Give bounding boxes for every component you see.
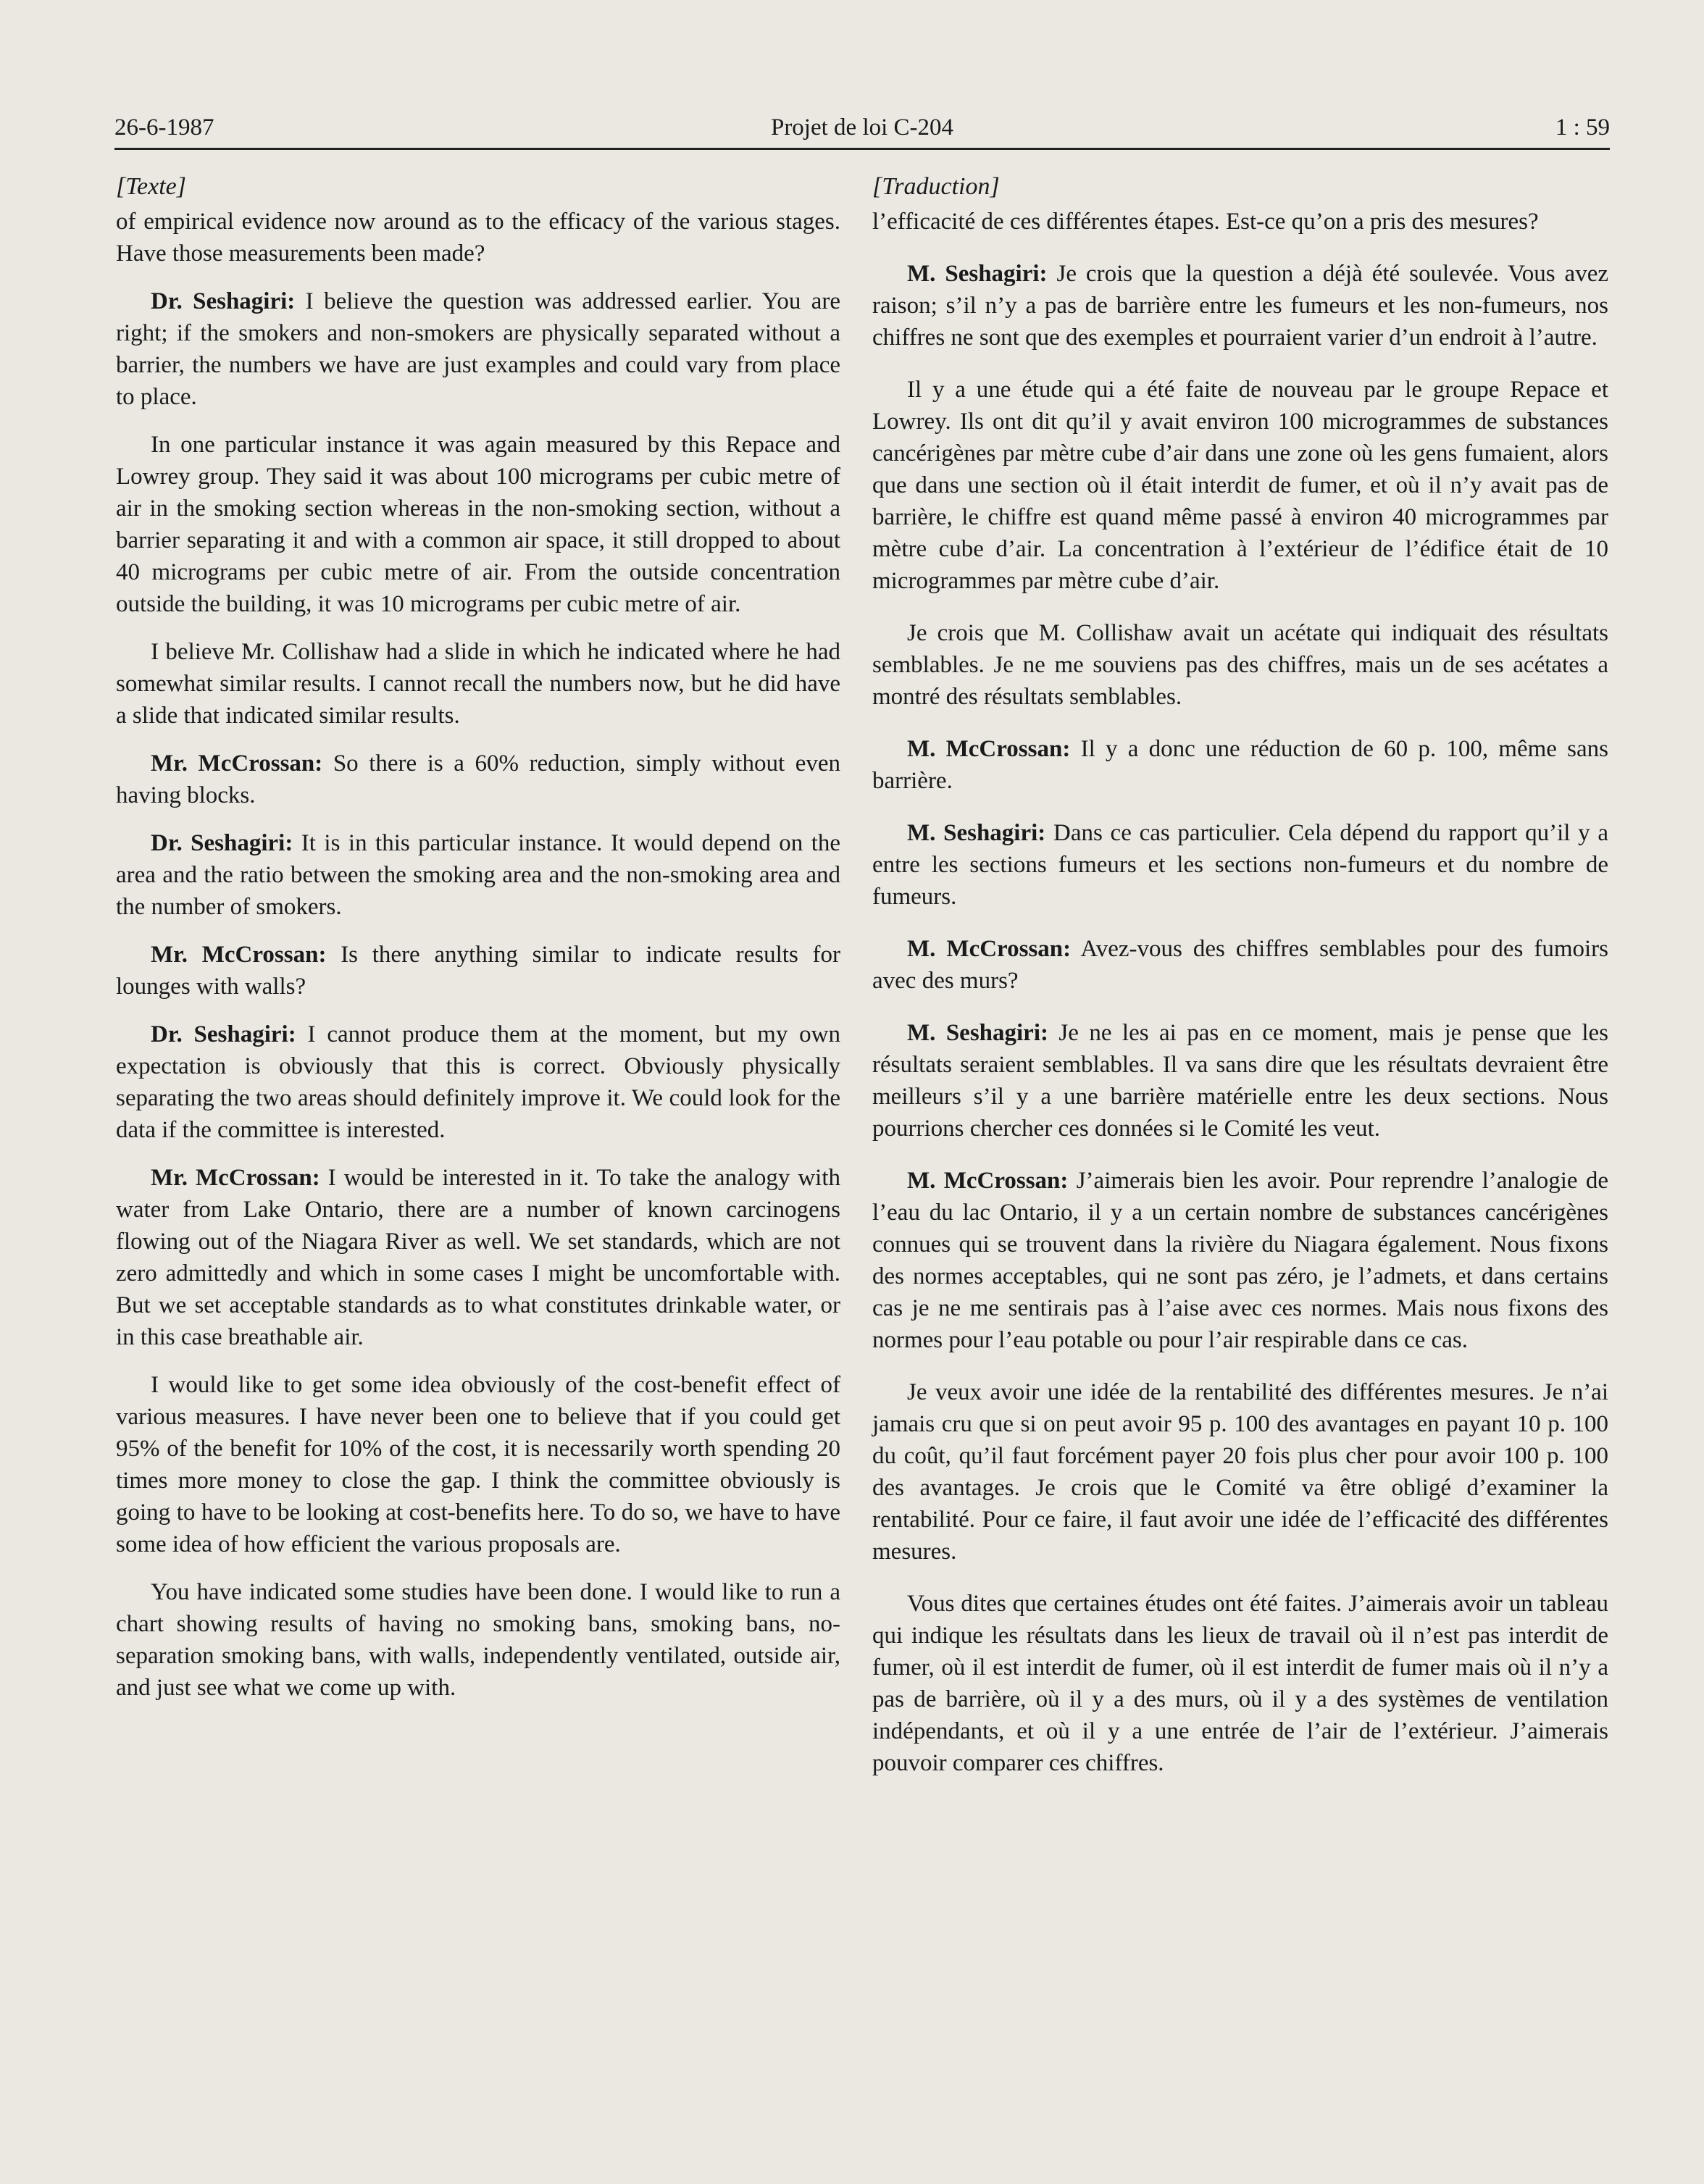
speaker-name: M. Seshagiri: bbox=[907, 261, 1048, 287]
paragraph-text: You have indicated some studies have been done. I would like to run a chart showing results of having no smoking bans, smoking bans, no-separation smoking bans, with walls, independently ventilated, outside air, and just see what we come up with. bbox=[116, 1579, 840, 1701]
paragraph bbox=[116, 285, 840, 413]
column-label-texte: [Texte] bbox=[116, 173, 186, 200]
paragraph-text: Dans ce cas particulier. Cela dépend du rapport qu’il y a entre les sections fumeurs et les sections non-fumeurs et du nombre de fumeurs. bbox=[872, 820, 1608, 910]
paragraph bbox=[872, 733, 1608, 797]
paragraph-text: I cannot produce them at the moment, but my own expectation is obviously that this is correct. Obviously physically separating the two areas should definitely improve it. We could look for the data if the committee is interested. bbox=[116, 1021, 841, 1143]
header-date: 26-6-1987 bbox=[114, 114, 214, 141]
speaker-name: M. McCrossan: bbox=[907, 936, 1072, 962]
paragraph bbox=[116, 939, 840, 1003]
paragraph bbox=[116, 636, 840, 732]
paragraph-text: l’efficacité de ces différentes étapes. Est-ce qu’on a pris des mesures? bbox=[872, 209, 1539, 235]
speaker-name: Mr. McCrossan: bbox=[151, 750, 323, 777]
column-label-traduction: [Traduction] bbox=[872, 173, 1000, 200]
paragraph bbox=[116, 429, 840, 620]
paragraph-text: I would be interested in it. To take the analogy with water from Lake Ontario, there are a number of known carcinogens flowing out of the Niagara River as well. We set standards, which are not zero admittedly and which in some cases I might be uncomfortable with. But we set acceptable standards as to what constitutes drinkable water, or in this case breathable air. bbox=[116, 1165, 840, 1350]
paragraph-text: It is in this particular instance. It would depend on the area and the ratio between the smoking area and the non-smoking area and the number of smokers. bbox=[116, 830, 841, 920]
paragraph bbox=[116, 1369, 840, 1560]
paragraph-text: I believe Mr. Collishaw had a slide in which he indicated where he had somewhat similar results. I cannot recall the numbers now, but he did have a slide that indicated similar results. bbox=[116, 639, 840, 729]
paragraph-text: In one particular instance it was again measured by this Repace and Lowrey group. They said it was about 100 micrograms per cubic metre of air in the smoking section whereas in the non-smoking section, without a barrier separating it and with a common air space, it still dropped to about 40 micrograms per cubic metre of air. From the outside concentration outside the building, it was 10 micrograms per cubic metre of air. bbox=[116, 432, 840, 617]
paragraph-text: Je ne les ai pas en ce moment, mais je pense que les résultats seraient semblables. Il va sans dire que les résultats devraient être meilleurs s’il y a une barrière matérielle entre les deux sections. Nous pourrions chercher ces données si le Comité les veut. bbox=[872, 1020, 1608, 1142]
paragraph bbox=[116, 206, 840, 269]
speaker-name: Dr. Seshagiri: bbox=[151, 1021, 296, 1047]
paragraph-text: Vous dites que certaines études ont été faites. J’aimerais avoir un tableau qui indique les résultats dans les lieux de travail où il n’est pas interdit de fumer, où il est interdit de fumer, où il est interdit de fumer mais où il n’y a pas de barrière, où il y a des murs, où il y a des systèmes de ventilation indépendants, et où il y a une entrée de l’air de l’extérieur. J’aimerais pouvoir comparer ces chiffres. bbox=[872, 1591, 1608, 1776]
paragraph-text: J’aimerais bien les avoir. Pour reprendre l’analogie de l’eau du lac Ontario, il y a un certain nombre de substances cancérigènes connues qui se trouvent dans la rivière du Niagara également. Nous fixons des normes acceptables, qui ne sont pas zéro, je l’admets, et dans certains cas je ne me sentirais pas à l’aise avec ces normes. Mais nous fixons des normes pour l’eau potable ou pour l’air respirable dans ce cas. bbox=[872, 1168, 1608, 1353]
paragraph bbox=[116, 1162, 840, 1353]
right-column-french bbox=[872, 171, 1608, 1799]
paragraph-text: Je veux avoir une idée de la rentabilité des différentes mesures. Je n’ai jamais cru que si on peut avoir 95 p. 100 des avantages en payant 10 p. 100 du coût, qu’il faut forcément payer 20 fois plus cher pour avoir 100 p. 100 des avantages. Je crois que le Comité va être obligé d’examiner la rentabilité. Pour ce faire, il faut avoir une idée de l’efficacité des différentes mesures. bbox=[872, 1379, 1608, 1565]
speaker-name: M. Seshagiri: bbox=[907, 1020, 1048, 1046]
paragraph bbox=[872, 933, 1608, 997]
paragraph bbox=[872, 1376, 1608, 1568]
paragraph bbox=[872, 374, 1608, 597]
paragraph bbox=[872, 617, 1608, 713]
paragraph-text: Is there anything similar to indicate results for lounges with walls? bbox=[116, 942, 840, 1000]
speaker-name: Mr. McCrossan: bbox=[151, 942, 327, 968]
paragraph bbox=[872, 1165, 1608, 1356]
paragraph-text: Il y a donc une réduction de 60 p. 100, même sans barrière. bbox=[872, 736, 1608, 794]
paragraph bbox=[872, 206, 1608, 238]
speaker-name: M. McCrossan: bbox=[907, 736, 1071, 762]
speaker-name: M. McCrossan: bbox=[907, 1168, 1069, 1194]
paragraph bbox=[872, 258, 1608, 353]
left-column-english bbox=[116, 171, 840, 1720]
paragraph-text: Je crois que la question a déjà été soulevée. Vous avez raison; s’il n’y a pas de barrière entre les fumeurs et les non-fumeurs, nos chiffres ne sont que des exemples et pourraient varier d’un endroit à l’autre. bbox=[872, 261, 1608, 351]
speaker-name: Mr. McCrossan: bbox=[151, 1165, 320, 1191]
paragraph-text: Avez-vous des chiffres semblables pour des fumoirs avec des murs? bbox=[872, 936, 1608, 994]
paragraph-text: of empirical evidence now around as to the efficacy of the various stages. Have those measurements been made? bbox=[116, 209, 840, 267]
speaker-name: Dr. Seshagiri: bbox=[151, 288, 296, 314]
paragraph-text: Je crois que M. Collishaw avait un acétate qui indiquait des résultats semblables. Je ne me souviens pas des chiffres, mais un de ses acétates a montré des résultats semblables. bbox=[872, 620, 1608, 710]
paragraph-text: I believe the question was addressed earlier. You are right; if the smokers and non-smokers are physically separated without a barrier, the numbers we have are just examples and could vary from place to place. bbox=[116, 288, 840, 410]
paragraph-text: Il y a une étude qui a été faite de nouveau par le groupe Repace et Lowrey. Ils ont dit qu’il y avait environ 100 microgrammes de substances cancérigènes par mètre cube d’air dans une zone où les gens fumaient, alors que dans une section où il était interdit de fumer, et où il n’y avait pas de barrière, le chiffre est quand même passé à environ 40 microgrammes par mètre cube d’air. La concentration à l’extérieur de l’édifice était de 10 microgrammes par mètre cube d’air. bbox=[872, 377, 1608, 594]
header-title: Projet de loi C-204 bbox=[770, 114, 954, 141]
header-page-number: 1 : 59 bbox=[1555, 114, 1610, 141]
speaker-name: Dr. Seshagiri: bbox=[151, 830, 293, 856]
paragraph bbox=[872, 1017, 1608, 1145]
paragraph-text: So there is a 60% reduction, simply without even having blocks. bbox=[116, 750, 840, 808]
speaker-name: M. Seshagiri: bbox=[907, 820, 1046, 846]
paragraph-text: I would like to get some idea obviously of the cost-benefit effect of various measures. I have never been one to believe that if you could get 95% of the benefit for 10% of the cost, it is necessarily worth spending 20 times more money to close the gap. I think the committee obviously is going to have to be looking at cost-benefits here. To do so, we have to have some idea of how efficient the various proposals are. bbox=[116, 1372, 840, 1557]
paragraph bbox=[872, 1588, 1608, 1779]
paragraph bbox=[116, 1018, 840, 1146]
paragraph bbox=[116, 748, 840, 811]
paragraph bbox=[872, 817, 1608, 913]
paragraph bbox=[116, 827, 840, 923]
paragraph bbox=[116, 1576, 840, 1704]
page-header bbox=[114, 110, 1610, 150]
